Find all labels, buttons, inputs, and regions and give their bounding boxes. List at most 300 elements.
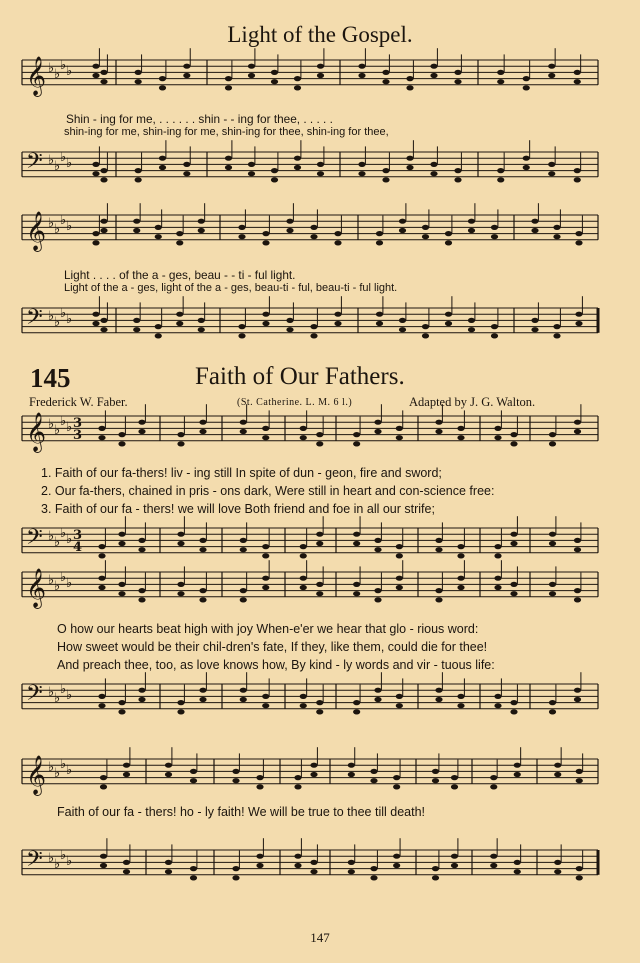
note-head (510, 700, 517, 705)
note-head (574, 588, 581, 593)
note-head (92, 73, 99, 78)
note-head (232, 866, 239, 871)
flat-sign: ♭ (54, 691, 61, 706)
note-head (100, 168, 107, 173)
note-head (376, 240, 383, 245)
note-head (240, 420, 247, 425)
note-head (123, 763, 130, 768)
note-head (432, 875, 439, 880)
note-head (199, 588, 206, 593)
note-head (396, 585, 403, 590)
note-head (353, 541, 360, 546)
note-head (382, 177, 389, 182)
note-head (531, 219, 538, 224)
note-head (294, 165, 301, 170)
note-head (497, 79, 504, 84)
note-head (316, 432, 323, 437)
note-head (396, 576, 403, 581)
note-head (138, 538, 145, 543)
note-head (190, 769, 197, 774)
note-head (316, 709, 323, 714)
note-head (435, 697, 442, 702)
note-head (374, 547, 381, 552)
note-head (183, 64, 190, 69)
note-head (576, 875, 583, 880)
note-head (334, 321, 341, 326)
note-head (334, 240, 341, 245)
note-head (98, 553, 105, 558)
note-head (548, 171, 555, 176)
note-head (376, 312, 383, 317)
note-head (232, 875, 239, 880)
note-head (510, 432, 517, 437)
note-head (238, 225, 245, 230)
note-head (100, 79, 107, 84)
note-head (262, 585, 269, 590)
note-head (138, 420, 145, 425)
note-head (177, 532, 184, 537)
note-head (199, 538, 206, 543)
note-head (553, 234, 560, 239)
note-head (574, 538, 581, 543)
note-head (300, 585, 307, 590)
note-head (445, 321, 452, 326)
note-head (574, 168, 581, 173)
verse-2-line: How sweet would be their chil-dren's fate, If they, like them, could die for thee! (57, 640, 488, 654)
note-head (432, 778, 439, 783)
note-head (190, 875, 197, 880)
note-head (294, 854, 301, 859)
flat-sign: ♭ (54, 766, 61, 781)
note-head (256, 775, 263, 780)
flat-sign: ♭ (66, 854, 73, 869)
note-head (374, 588, 381, 593)
note-head (138, 688, 145, 693)
note-head (183, 162, 190, 167)
note-head (100, 70, 107, 75)
note-head (310, 869, 317, 874)
note-head (432, 866, 439, 871)
note-head (225, 156, 232, 161)
flat-sign: ♭ (48, 61, 55, 76)
note-head (300, 426, 307, 431)
note-head (575, 240, 582, 245)
note-head (549, 591, 556, 596)
treble-clef: 𝄞 (26, 56, 47, 96)
note-head (445, 312, 452, 317)
note-head (348, 869, 355, 874)
note-head (123, 772, 130, 777)
note-head (92, 240, 99, 245)
note-head (133, 327, 140, 332)
time-signature-digit: 3 (73, 416, 83, 431)
note-head (310, 333, 317, 338)
note-head (138, 547, 145, 552)
note-head (100, 327, 107, 332)
note-head (514, 869, 521, 874)
note-head (549, 532, 556, 537)
hymn-adapter: Adapted by J. G. Walton. (409, 395, 536, 409)
note-head (118, 441, 125, 446)
flat-sign: ♭ (48, 309, 55, 324)
note-head (100, 775, 107, 780)
note-head (240, 588, 247, 593)
flat-sign: ♭ (66, 64, 73, 79)
note-head (310, 772, 317, 777)
lyric-line: Shin - ing for me, . . . . . . shin - - ing for thee, . . . . . (66, 112, 333, 126)
note-head (98, 576, 105, 581)
note-head (374, 597, 381, 602)
note-head (238, 234, 245, 239)
note-head (165, 772, 172, 777)
flat-sign: ♭ (48, 529, 55, 544)
note-head (422, 234, 429, 239)
note-head (138, 697, 145, 702)
note-head (232, 778, 239, 783)
note-head (510, 591, 517, 596)
note-head (430, 162, 437, 167)
flat-sign: ♭ (60, 570, 67, 585)
note-head (435, 429, 442, 434)
note-head (353, 532, 360, 537)
note-head (135, 177, 142, 182)
note-head (155, 234, 162, 239)
note-head (199, 697, 206, 702)
note-head (177, 700, 184, 705)
note-head (159, 165, 166, 170)
note-head (271, 168, 278, 173)
note-head (494, 544, 501, 549)
note-head (100, 219, 107, 224)
flat-sign: ♭ (66, 532, 73, 547)
note-head (248, 73, 255, 78)
note-head (225, 76, 232, 81)
note-head (490, 775, 497, 780)
note-head (310, 225, 317, 230)
note-head (238, 324, 245, 329)
note-head (399, 219, 406, 224)
treble-clef: 𝄞 (26, 412, 47, 452)
flat-sign: ♭ (60, 58, 67, 73)
note-head (494, 703, 501, 708)
note-head (468, 318, 475, 323)
note-head (445, 240, 452, 245)
note-head (133, 219, 140, 224)
note-head (510, 709, 517, 714)
verse-3-line: And preach thee, too, as love knows how, By kind - ly words and vir - tuous life: (57, 658, 495, 672)
flat-sign: ♭ (60, 848, 67, 863)
note-head (286, 327, 293, 332)
note-head (199, 547, 206, 552)
note-head (374, 538, 381, 543)
note-head (468, 327, 475, 332)
lyric-line: Light of the a - ges, light of the a - ges, beau-ti - ful, beau-ti - ful light. (64, 282, 398, 294)
note-head (396, 435, 403, 440)
note-head (491, 234, 498, 239)
note-head (574, 79, 581, 84)
note-head (576, 778, 583, 783)
note-head (353, 591, 360, 596)
treble-clef: 𝄞 (26, 568, 47, 608)
note-head (300, 553, 307, 558)
note-head (406, 165, 413, 170)
note-head (176, 231, 183, 236)
note-head (435, 538, 442, 543)
note-head (432, 769, 439, 774)
note-head (177, 709, 184, 714)
hymn-title: Faith of Our Fathers. (195, 363, 405, 390)
note-head (123, 860, 130, 865)
note-head (294, 775, 301, 780)
treble-clef: 𝄞 (26, 755, 47, 795)
lyric-line: Light . . . . of the a - ges, beau - - ti - ful light. (64, 268, 296, 282)
note-head (435, 597, 442, 602)
note-head (300, 576, 307, 581)
note-head (286, 318, 293, 323)
note-head (396, 694, 403, 699)
note-head (271, 177, 278, 182)
note-head (430, 73, 437, 78)
note-head (92, 312, 99, 317)
note-head (232, 769, 239, 774)
flat-sign: ♭ (54, 423, 61, 438)
note-head (491, 333, 498, 338)
note-head (454, 177, 461, 182)
note-head (262, 312, 269, 317)
note-head (393, 854, 400, 859)
note-head (374, 420, 381, 425)
note-head (549, 709, 556, 714)
note-head (549, 441, 556, 446)
note-head (262, 544, 269, 549)
note-head (198, 228, 205, 233)
note-head (576, 769, 583, 774)
note-head (334, 231, 341, 236)
note-head (435, 688, 442, 693)
note-head (494, 553, 501, 558)
note-head (430, 171, 437, 176)
flat-sign: ♭ (60, 306, 67, 321)
note-head (294, 76, 301, 81)
note-head (514, 763, 521, 768)
note-head (514, 772, 521, 777)
flat-sign: ♭ (48, 851, 55, 866)
note-head (396, 426, 403, 431)
bass-clef: 𝄢 (26, 149, 43, 179)
note-head (92, 162, 99, 167)
refrain-line: Faith of our fa - thers! ho - ly faith! We will be true to thee till death! (57, 805, 425, 819)
flat-sign: ♭ (54, 579, 61, 594)
note-head (176, 312, 183, 317)
note-head (159, 156, 166, 161)
note-head (353, 709, 360, 714)
note-head (135, 70, 142, 75)
note-head (457, 435, 464, 440)
note-head (574, 70, 581, 75)
note-head (457, 426, 464, 431)
note-head (310, 234, 317, 239)
flat-sign: ♭ (54, 159, 61, 174)
note-head (118, 591, 125, 596)
note-head (138, 588, 145, 593)
note-head (262, 435, 269, 440)
flat-sign: ♭ (60, 213, 67, 228)
note-head (271, 79, 278, 84)
note-head (422, 225, 429, 230)
note-head (457, 694, 464, 699)
note-head (334, 312, 341, 317)
note-head (133, 318, 140, 323)
note-head (135, 168, 142, 173)
note-head (393, 863, 400, 868)
note-head (435, 588, 442, 593)
note-head (353, 432, 360, 437)
note-head (497, 70, 504, 75)
note-head (510, 582, 517, 587)
note-head (271, 70, 278, 75)
note-head (316, 582, 323, 587)
note-head (510, 441, 517, 446)
note-head (92, 231, 99, 236)
note-head (374, 688, 381, 693)
note-head (118, 700, 125, 705)
time-signature-digit: 3 (73, 428, 83, 443)
note-head (490, 854, 497, 859)
note-head (374, 697, 381, 702)
note-head (353, 582, 360, 587)
note-head (348, 772, 355, 777)
note-head (92, 171, 99, 176)
note-head (574, 429, 581, 434)
lyric-line: shin-ing for me, shin-ing for me, shin-ing for thee, shin-ing for thee, (64, 126, 389, 138)
note-head (358, 162, 365, 167)
note-head (451, 863, 458, 868)
note-head (396, 703, 403, 708)
note-head (574, 177, 581, 182)
note-head (406, 156, 413, 161)
note-head (430, 64, 437, 69)
note-head (286, 228, 293, 233)
flat-sign: ♭ (48, 573, 55, 588)
note-head (549, 432, 556, 437)
note-head (494, 435, 501, 440)
note-head (176, 321, 183, 326)
note-head (240, 429, 247, 434)
note-head (406, 85, 413, 90)
note-head (199, 429, 206, 434)
note-head (494, 694, 501, 699)
note-head (183, 73, 190, 78)
note-head (118, 432, 125, 437)
note-head (100, 863, 107, 868)
note-head (256, 784, 263, 789)
note-head (225, 85, 232, 90)
note-head (100, 177, 107, 182)
note-head (445, 231, 452, 236)
flat-sign: ♭ (48, 153, 55, 168)
note-head (300, 435, 307, 440)
note-head (399, 318, 406, 323)
note-head (574, 547, 581, 552)
flat-sign: ♭ (60, 682, 67, 697)
note-head (370, 778, 377, 783)
flat-sign: ♭ (54, 222, 61, 237)
note-head (454, 79, 461, 84)
note-head (491, 324, 498, 329)
note-head (256, 863, 263, 868)
note-head (451, 775, 458, 780)
note-head (316, 532, 323, 537)
note-head (497, 177, 504, 182)
verse-1-line: 1. Faith of our fa-thers! liv - ing still In spite of dun - geon, fire and sword; (41, 466, 442, 480)
note-head (575, 312, 582, 317)
note-head (553, 333, 560, 338)
note-head (468, 228, 475, 233)
bass-clef: 𝄢 (26, 681, 43, 711)
note-head (549, 582, 556, 587)
flat-sign: ♭ (48, 216, 55, 231)
note-head (98, 544, 105, 549)
note-head (422, 324, 429, 329)
note-head (353, 700, 360, 705)
note-head (198, 318, 205, 323)
time-signature-digit: 3 (73, 528, 83, 543)
note-head (118, 582, 125, 587)
note-head (575, 231, 582, 236)
note-head (159, 85, 166, 90)
note-head (531, 318, 538, 323)
note-head (348, 860, 355, 865)
note-head (92, 64, 99, 69)
note-head (98, 703, 105, 708)
note-head (177, 582, 184, 587)
note-head (457, 585, 464, 590)
note-head (548, 73, 555, 78)
bass-clef: 𝄢 (26, 305, 43, 335)
note-head (198, 219, 205, 224)
note-head (98, 426, 105, 431)
note-head (118, 532, 125, 537)
flat-sign: ♭ (66, 312, 73, 327)
note-head (406, 76, 413, 81)
note-head (435, 420, 442, 425)
note-head (294, 85, 301, 90)
note-head (382, 168, 389, 173)
note-head (98, 585, 105, 590)
note-head (133, 228, 140, 233)
note-head (262, 231, 269, 236)
flat-sign: ♭ (60, 757, 67, 772)
flat-sign: ♭ (66, 156, 73, 171)
note-head (248, 162, 255, 167)
note-head (531, 327, 538, 332)
bass-clef: 𝄢 (26, 847, 43, 877)
note-head (393, 784, 400, 789)
bass-clef: 𝄢 (26, 525, 43, 555)
verse-2-line: 2. Our fa-thers, chained in pris - ons dark, Were still in heart and con-science free: (41, 484, 495, 498)
note-head (514, 860, 521, 865)
note-head (548, 162, 555, 167)
page-number: 147 (310, 930, 330, 945)
note-head (155, 333, 162, 338)
note-head (310, 860, 317, 865)
note-head (549, 700, 556, 705)
note-head (358, 64, 365, 69)
flat-sign: ♭ (66, 763, 73, 778)
note-head (574, 688, 581, 693)
note-head (248, 64, 255, 69)
note-head (454, 70, 461, 75)
